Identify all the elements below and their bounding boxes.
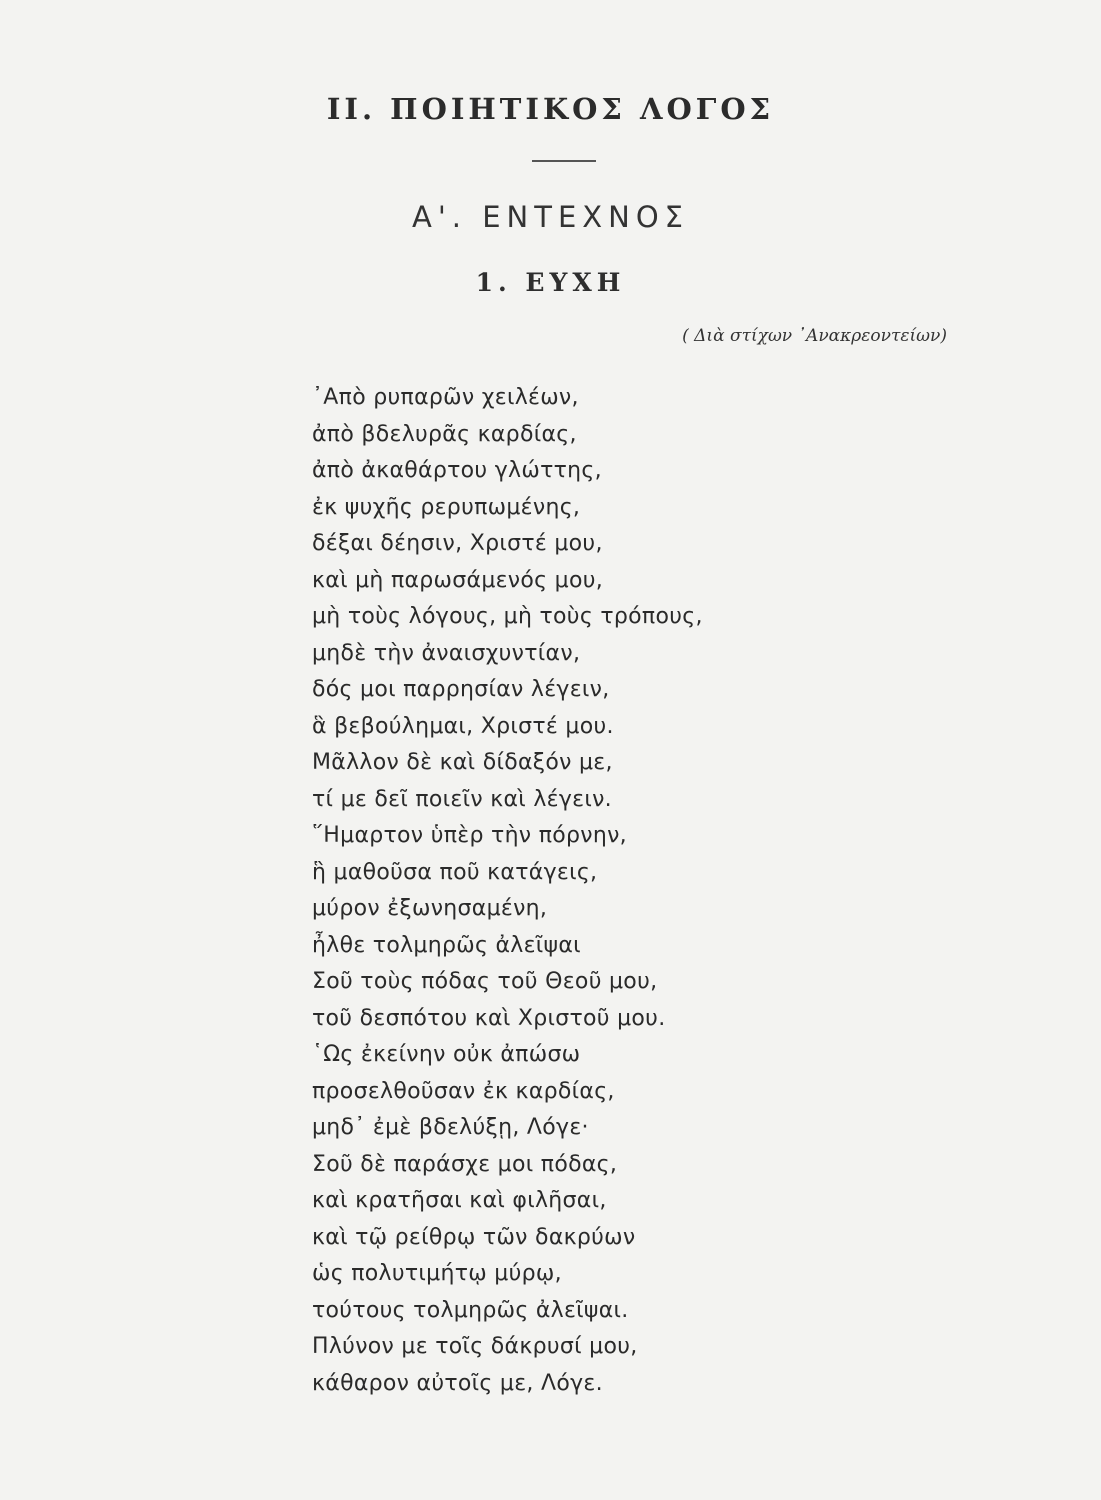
poem-line: καὶ τῷ ρείθρῳ τῶν δακρύων [312,1224,636,1250]
poem-line: ἀπὸ ἀκαθάρτου γλώττης, [312,458,602,483]
poem-line: ῞Ημαρτον ὑπὲρ τὴν πόρνην, [312,823,627,848]
poem-line: δέξαι δέησιν, Χριστέ μου, [312,531,603,556]
poem-line: τί με δεῖ ποιεῖν καὶ λέγειν. [312,786,612,812]
poem-line: προσελθοῦσαν ἐκ καρδίας, [312,1078,615,1104]
poem-line: ᾿Απὸ ρυπαρῶν χειλέων, [312,385,579,410]
poem-line: Πλύνον με τοῖς δάκρυσί μου, [312,1334,638,1359]
poem-line: ἐκ ψυχῆς ρερυπωμένης, [312,494,581,520]
poem-line: μὴ τοὺς λόγους, μὴ τοὺς τρόπους, [312,604,703,629]
poem-line: Σοῦ δὲ παράσχε μοι πόδας, [312,1151,618,1177]
poem-line: Σοῦ τοὺς πόδας τοῦ Θεοῦ μου, [312,969,658,994]
poem-body [312,380,792,1402]
title-divider [532,160,596,162]
part-title: II. ΠΟΙΗΤΙΚΟΣ ΛΟΓΟΣ [326,92,775,126]
poem-title: 1. ΕΥΧΗ [475,268,626,297]
poem-line: δός μοι παρρησίαν λέγειν, [312,677,610,702]
poem-line: ὡς πολυτιμήτῳ μύρῳ, [312,1261,562,1286]
poem-line: ἃ βεβούλημαι, Χριστέ μου. [312,713,614,739]
poem-line: μηδὲ τὴν ἀναισχυντίαν, [312,640,581,666]
poem-line: κάθαρον αὐτοῖς με, Λόγε. [312,1370,603,1396]
section-title: Α'. ΕΝΤΕΧΝΟΣ [411,200,689,234]
poem-line: ἀπὸ βδελυρᾶς καρδίας, [312,421,577,447]
poem-subtitle: ( Διὰ στίχων ᾿Ανακρεοντείων) [682,326,947,346]
poem-line: ἦλθε τολμηρῶς ἀλεῖψαι [312,932,581,958]
poem-line: μύρον ἐξωνησαμένη, [312,896,548,921]
poem-line: τοῦ δεσπότου καὶ Χριστοῦ μου. [312,1005,666,1031]
poem-line: μηδ᾿ ἐμὲ βδελύξῃ, Λόγε· [312,1115,589,1140]
poem-line: ἣ μαθοῦσα ποῦ κατάγεις, [312,859,598,885]
poem-line: καὶ μὴ παρωσάμενός μου, [312,567,604,593]
poem-line: καὶ κρατῆσαι καὶ φιλῆσαι, [312,1188,607,1213]
poem-line: τούτους τολμηρῶς ἀλεῖψαι. [312,1297,629,1323]
poem-line: Μᾶλλον δὲ καὶ δίδαξόν με, [312,750,613,775]
poem-line: ῾Ως ἐκείνην οὐκ ἀπώσω [312,1042,581,1067]
